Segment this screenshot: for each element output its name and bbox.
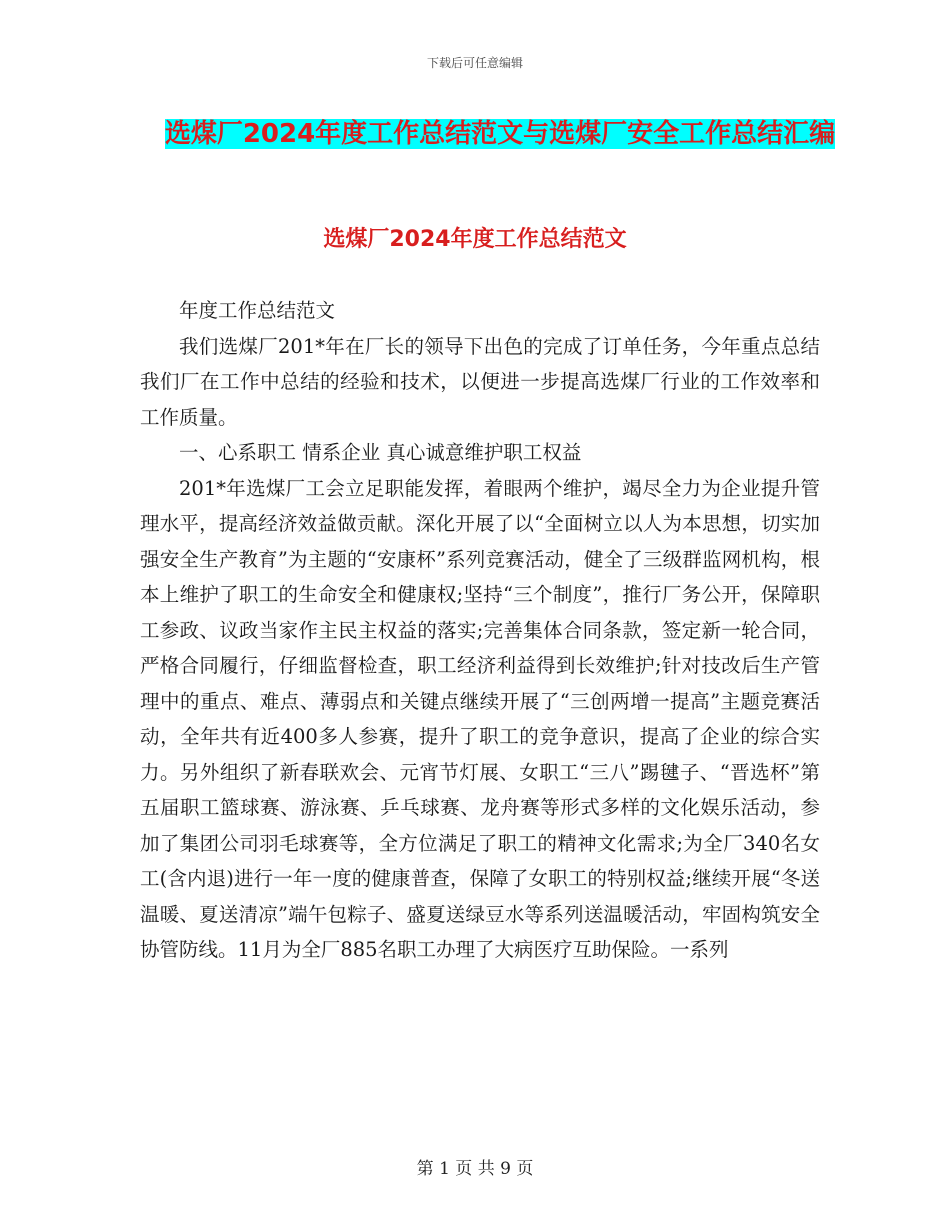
paragraph-heading: 一、心系职工 情系企业 真心诚意维护职工权益 xyxy=(179,441,582,464)
document-title-text: 选煤厂2024年度工作总结范文与选煤厂安全工作总结汇编 xyxy=(164,119,836,149)
paragraph: 201*年选煤厂工会立足职能发挥，着眼两个维护，竭尽全力为企业提升管理水平，提高经济效益做贡献。深化开展了以“全面树立以人为本思想，切实加强安全生产教育”为主题的“安康杯”系列竞赛活动，健全了三级群监网机构，根本上维护了职工的生命安全和健康权;坚持“三个制度”，推行厂务公开，保障职工参政、议政当家作主民主权益的落实;完善集体合同条款，签定新一轮合同，严格合同履行，仔细监督检查，职工经济利益得到长效维护;针对技改后生产管理中的重点、难点、薄弱点和关键点继续开展了“三创两增一提高”主题竞赛活动，全年共有近400多人参赛，提升了职工的竞争意识，提高了企业的综合实力。另外组织了新春联欢会、元宵节灯展、女职工“三八”踢毽子、“晋选杯”第五届职工篮球赛、游泳赛、乒乓球赛、龙舟赛等形式多样的文化娱乐活动，参加了集团公司羽毛球赛等，全方位满足了职工的精神文化需求;为全厂340名女工(含内退)进行一年一度的健康普查，保障了女职工的特别权益;继续开展“冬送温暖、夏送清凉”端午包粽子、盛夏送绿豆水等系列送温暖活动，牢固构筑安全协管防线。11月为全厂885名职工办理了大病医疗互助保险。一系列 xyxy=(140,476,820,961)
paragraph: 我们选煤厂201*年在厂长的领导下出色的完成了订单任务，今年重点总结我们厂在工作中总结的经验和技术，以便进一步提高选煤厂行业的工作效率和工作质量。 xyxy=(140,334,820,429)
document-title xyxy=(140,112,860,157)
header-note: 下载后可任意编辑 xyxy=(426,56,523,70)
paragraph: 年度工作总结范文 xyxy=(179,299,336,322)
page-footer: 第 1 页 共 9 页 xyxy=(416,1159,534,1179)
body-text xyxy=(140,293,820,968)
section-title: 选煤厂2024年度工作总结范文 xyxy=(323,227,627,252)
